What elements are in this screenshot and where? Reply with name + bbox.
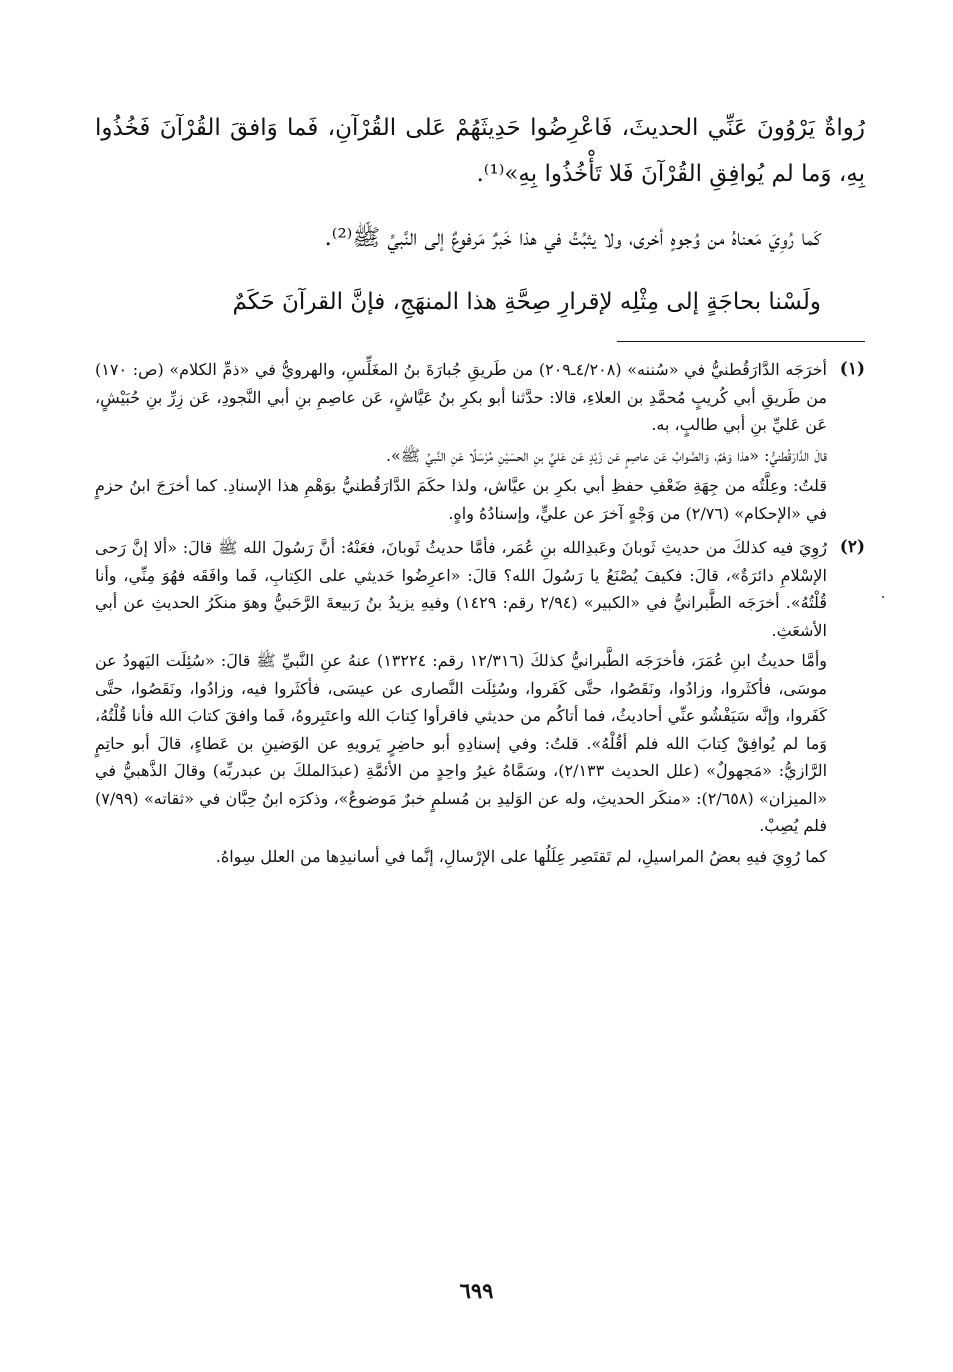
footnote-paragraph: أخرَجَه الدَّارَقُطنيُّ في «سُننه» (٤/٢٠٨ـ٢٠٩) من طَريقِ جُبارَةَ بنُ المغَلِّسِ، والهرويُّ في «ذمِّ الكلام» (ص: ١٧٠) من طَريقِ أبي كُريبٍ مُحمَّدِ بن العلاءِ، قالا: حدَّثنا أبو بكرِ بنُ عَيَّاشٍ، عَن عاصِمِ بنِ أبي النَّجودِ، عَن زِرِّ بنِ حُبَيْشٍ، عَن عَليِّ بنِ أبي طالبٍ، به. (95, 360, 827, 434)
footnote-paragraph: قلتُ: وعِلَّتُه من جِهَةِ ضَعْفِ حفظِ أبي بكرِ بن عيَّاش، ولذا حكَمَ الدَّارَقُطنيُّ بوَهْمِ هذا الإسنادِ. كما أخرَجَ ابنُ حزمٍ في «الإحكام» (٢/٧٦) من وَجْهٍ آخرَ عن عليٍّ، وإسنادُهُ واهٍ. (95, 476, 827, 523)
footnote-number: (١) (839, 359, 865, 379)
main-paragraph: كَما رُوِيَ مَعناهُ من وُجوهٍ أخرى، ولا يثبُتُ في هذا خَبرٌ مَرفوعٌ إلى النَّبيِّ ﷺ⁽²⁾. (324, 225, 821, 251)
footnote-paragraph: كما رُوِيَ فيهِ بعضُ المراسيلِ، لم تَقتَصِر عِلَلُها على الإرْسالِ، إنَّما في أسانيدِها من العلل سِواهُ. (215, 846, 827, 866)
main-text (95, 105, 865, 325)
footnote-paragraph: قالَ الدَّارَقُطنيُّ: «هذا وَهْمٌ، وَالصَّوابُ عَن عاصِمٍ عَن زَيْدٍ عَن عَليِّ بنِ الحسَيْنِ مُرْسَلًا عَنِ النَّبيِّ ﷺ». (385, 445, 827, 465)
footnote-body (95, 534, 827, 873)
footnote-body (95, 356, 827, 530)
main-paragraph: رُواةٌ يَرْوُونَ عَنِّي الحديثَ، فَاعْرِضُوا حَدِيثَهُمْ عَلى القُرْآنِ، فَما وَافقَ القُرْآنَ فَخُذُوا بِهِ، وَما لم يُوافِقِ القُرْآنَ فَلا تَأْخُذُوا بِهِ»⁽¹⁾. (95, 115, 865, 187)
footnotes (95, 356, 865, 873)
footnote-number: (٢) (839, 537, 865, 557)
scan-speck (882, 596, 884, 598)
footnote-paragraph: رُوِيَ فيه كذلكَ من حديثِ ثَوبانَ وعَبدِالله بنِ عُمَر، فأمَّا حديثُ ثَوبانَ، فعَنْهُ: أنَّ رَسُولَ الله ﷺ قالَ: «ألا إنَّ رَحى الإسْلامِ دائرَةٌ»، قالَ: فكيفَ يُصْنَعُ يا رَسُولَ الله؟ قالَ: «اعرِضُوا حَديثي على الكِتابِ، فَما وافَقَه فهُوَ مِنِّي، وأنا قُلْتُهُ». أخرَجَه الطَّبرانيُّ في «الكبير» (٢/٩٤ رقم: ١٤٢٩) وفيهِ يزيدُ بنُ رَبيعةَ الرَّحَبيُّ وهوَ منكَرُ الحديثِ عن أبي الأشعَثِ. (95, 538, 828, 640)
page-number: ٦٩٩ (459, 1278, 494, 1303)
main-paragraph: ولَسْنا بحاجَةٍ إلى مِثْلِه لإقرارِ صِحَّةِ هذا المنهَجِ، فإنَّ القرآنَ حَكَمٌ (232, 289, 821, 315)
footnote (95, 534, 865, 873)
footnote (95, 356, 865, 530)
footnote-separator (617, 341, 865, 342)
footnote-paragraph: وأمَّا حديثُ ابنِ عُمَرَ، فأخرَجَه الطَّبرانيُّ كذلكَ (١٢/٣١٦ رقم: ١٣٢٢٤) عنهُ عنِ النَّبيِّ ﷺ قالَ: «سُئِلَت اليَهودُ عن موسَى، فأكثَروا، وزادُوا، ونَقَصُوا، حتَّى كَفَروا، وسُئِلَت النَّصارى عن عيسَى، فأكثَروا فيه، وزادُوا، ونَقَصُوا، حتَّى كَفَروا، وإنَّه سَيَفْشُو عنِّي أحاديثُ، فما أتاكُم من حديثي فاقرأوا كِتابَ الله واعتَبِروهُ، فَما وافقَ كتابَ الله فأنا قُلْتُهُ، وَما لم يُوافِقْ كِتابَ الله فلم أقُلْهُ». قلتُ: وفي إسنادِهِ أبو حاضِرٍ يَرويهِ عن الوَضينِ بن عَطاءٍ، قالَ أبو حاتِمٍ الرَّازيُّ: «مَجهولٌ» (علل الحديث ٢/١٣٣)، وسَمَّاهُ غيرُ واحِدٍ من الأئمَّةِ (عبدَالملكَ بن عبدربِّه) وقالَ الذَّهبيُّ في «الميزان» (٢/٦٥٨): «منكَر الحديثِ، وله عن الوَليدِ بن مُسلمٍ خبرٌ مَوضوعٌ»، وذكرَه ابنُ حِبَّان في «ثقاته» (٧/٩٩) فلم يُصِبْ. (95, 651, 828, 835)
book-page (95, 105, 865, 877)
